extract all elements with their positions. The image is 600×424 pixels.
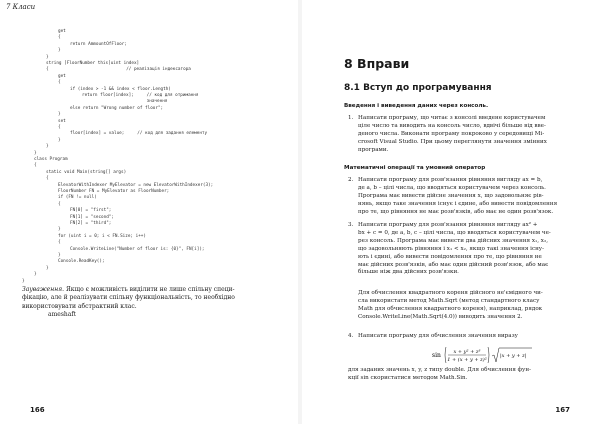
- code-line: }: [58, 227, 61, 233]
- exercise-1-line: деного числа. Виконати програму покроково у середовищі Mi-: [358, 130, 545, 137]
- note-line-2: фікацію, але й реалізувати спільну функціональність, то необхідно: [22, 294, 235, 302]
- after-formula-line: для заданих значень x, y, z типу double. Для обчислення фун-: [348, 367, 531, 373]
- code-line: Console.WriteLine("Number of floor is: {0}", FN[i]);: [70, 246, 205, 252]
- exercise-2-line: де a, b – цілі числа, що вводяться користувачем через консоль.: [358, 184, 546, 191]
- sqrt-line: Math для обчислення квадратного кореня), наприклад, рядок: [358, 305, 543, 312]
- page-number-left: 166: [30, 406, 45, 414]
- exercise-4-number: 4.: [348, 333, 354, 339]
- code-line: ElevatorWithIndexer MyElevator = new ElevatorWithIndexer(3);: [58, 182, 214, 188]
- exercise-4: [348, 333, 580, 341]
- exercise-2-line: Написати програму для розв'язання рівняння вигляду ax = b,: [358, 177, 543, 183]
- exercise-2-line: нянь, якщо таке значення існує і єдине, або вивести повідомлення: [358, 200, 558, 207]
- right-page: [302, 0, 600, 424]
- code-line: set: [58, 118, 66, 124]
- exercise-1-line: ціле число та виводить на консоль число, вдвічі більше від вве-: [358, 122, 546, 129]
- code-line: {: [58, 80, 61, 86]
- page-number-right: 167: [555, 406, 570, 414]
- exercise-2-line: Програма має вивести дійсне значення x, що задовольняє рів-: [358, 192, 544, 199]
- code-line: FN[0] = "first";: [70, 208, 112, 214]
- exercise-1-number: 1.: [348, 115, 354, 121]
- formula-paren-right: [488, 347, 489, 363]
- code-line: }: [22, 278, 25, 284]
- exercise-4-line: Написати програму для обчислення значення виразу: [358, 333, 518, 339]
- code-line: {: [58, 201, 61, 207]
- exercise-2-number: 2.: [348, 177, 354, 183]
- code-line: Console.ReadKey();: [58, 259, 105, 265]
- code-line: {: [34, 163, 37, 169]
- code-line: static void Main(string[] args): [46, 169, 127, 175]
- code-line: else return "Wrong number of floor";: [70, 105, 164, 111]
- code-line: }: [34, 150, 37, 156]
- left-page: [0, 0, 298, 424]
- note-line-3: використовувати абстрактний клас.: [22, 302, 137, 310]
- chapter-title: 8 Вправи: [344, 56, 410, 71]
- exercise-2-line: про те, що рівняння не має розв'язків, або має не один розв'язок.: [358, 208, 554, 215]
- note-paragraph: [22, 286, 278, 319]
- exercise-2: [348, 177, 580, 217]
- note-line-1: Якщо є можливість виділити не лише спільну специ-: [64, 286, 235, 293]
- code-line: }: [46, 144, 49, 150]
- code-line: FloorNumber FN = MyElevator as FloorNumber;: [58, 189, 170, 194]
- exercise-3-line: ють і єдині, або вивести повідомлення про те, що рівняння не: [358, 253, 542, 260]
- exercise-1-line: crosoft Visual Studio. При цьому переглянути значення змінних: [358, 138, 547, 145]
- code-line: string [FloorNumber this[uint index]: [46, 61, 140, 66]
- exercise-4-text: [358, 333, 580, 341]
- note-line-4: ameshaft: [48, 310, 76, 318]
- running-head: 7 Класи: [6, 3, 36, 11]
- exercise-2-text: [358, 177, 580, 217]
- code-line: for (uint i = 0; i < FN.Size; i++): [58, 233, 146, 239]
- code-line: if (index > -1 && index < floor.Length): [70, 86, 171, 92]
- code-line: get: [58, 29, 66, 34]
- code-line: }: [58, 253, 61, 258]
- exercise-3-line: рез консоль. Програма має вивести два дійсних значення x₁, x₂,: [358, 237, 548, 244]
- code-line: FN[2] = "third";: [70, 221, 112, 226]
- exercise-1-text: [358, 115, 580, 155]
- code-line: }: [46, 265, 49, 271]
- code-line: return floor[index]; // код для отримання: [82, 93, 199, 98]
- math-formula: [432, 345, 552, 365]
- after-formula-line: кції sin скористатися методом Math.Sin.: [348, 374, 468, 381]
- exercise-1-line: Написати програму, що читає з консолі введене користувачем: [358, 115, 546, 121]
- exercise-3-line: має дійсних розв'язків, або має один дійсний розв'язок, або має: [358, 261, 549, 268]
- exercise-3-text: [358, 222, 580, 277]
- subsection-io: Введення і виведення даних через консоль.: [344, 103, 489, 109]
- after-formula-paragraph: [348, 367, 580, 383]
- note-lead: Зауваження.: [22, 286, 65, 293]
- code-line: }: [58, 112, 61, 118]
- formula-numerator: x + y² + z³: [453, 349, 481, 355]
- exercise-3: [348, 222, 580, 277]
- exercise-3-line: що задовольняють рівняння і x₁ < x₂, якщо такі значення існу-: [358, 245, 544, 252]
- sqrt-line: Для обчислення квадратного кореня дійсного не'ємідного чи-: [358, 290, 543, 296]
- code-line: floor[index] = value; // код для задання елементу: [70, 131, 208, 137]
- exercise-3-line: bx + c = 0, де a, b, c – цілі числа, що вводяться користувачем че-: [358, 229, 551, 236]
- section-title: 8.1 Вступ до програмування: [344, 83, 492, 93]
- exercise-3-line: Написати програму для розв'язання рівняння вигляду ax² +: [358, 222, 538, 228]
- code-line: if (FN != null): [58, 195, 97, 201]
- exercise-1-line: програми.: [358, 146, 389, 153]
- formula-svg: [432, 345, 552, 365]
- sqrt-line: Console.WriteLine(Math.Sqrt(4.0)) виводить значення 2.: [358, 313, 523, 320]
- code-line: { // реалізація індексатора: [46, 67, 191, 73]
- code-line: {: [58, 35, 61, 41]
- formula-paren-left: [445, 347, 446, 363]
- exercise-3-line: більше ніж два дійсних розв'язки.: [358, 269, 459, 276]
- sqrt-line: сла використати метод Math.Sqrt (метод стандартного класу: [358, 297, 540, 304]
- code-line: get: [58, 73, 66, 79]
- code-line: {: [58, 125, 61, 130]
- formula-denominator: 1 + (x + y + z)²: [447, 357, 487, 363]
- sqrt-paragraph: [358, 290, 580, 322]
- code-line: }: [34, 272, 37, 278]
- code-line: class Program: [34, 157, 68, 162]
- code-line: FN[1] = "second";: [70, 214, 114, 220]
- formula-fn: sin: [432, 352, 441, 359]
- code-line: }: [58, 137, 61, 143]
- code-line: {: [46, 176, 49, 182]
- subsection-math: Математичні операції та умовний оператор: [344, 165, 486, 171]
- code-line: return AmmountOfFloor;: [70, 41, 127, 47]
- exercise-3-number: 3.: [348, 222, 354, 228]
- exercise-1: [348, 115, 580, 155]
- code-line: }: [46, 54, 49, 60]
- code-line: }: [58, 48, 61, 54]
- code-line: {: [58, 240, 61, 246]
- code-line: значення: [82, 99, 168, 105]
- formula-radicand: |x + y + z|: [500, 353, 527, 359]
